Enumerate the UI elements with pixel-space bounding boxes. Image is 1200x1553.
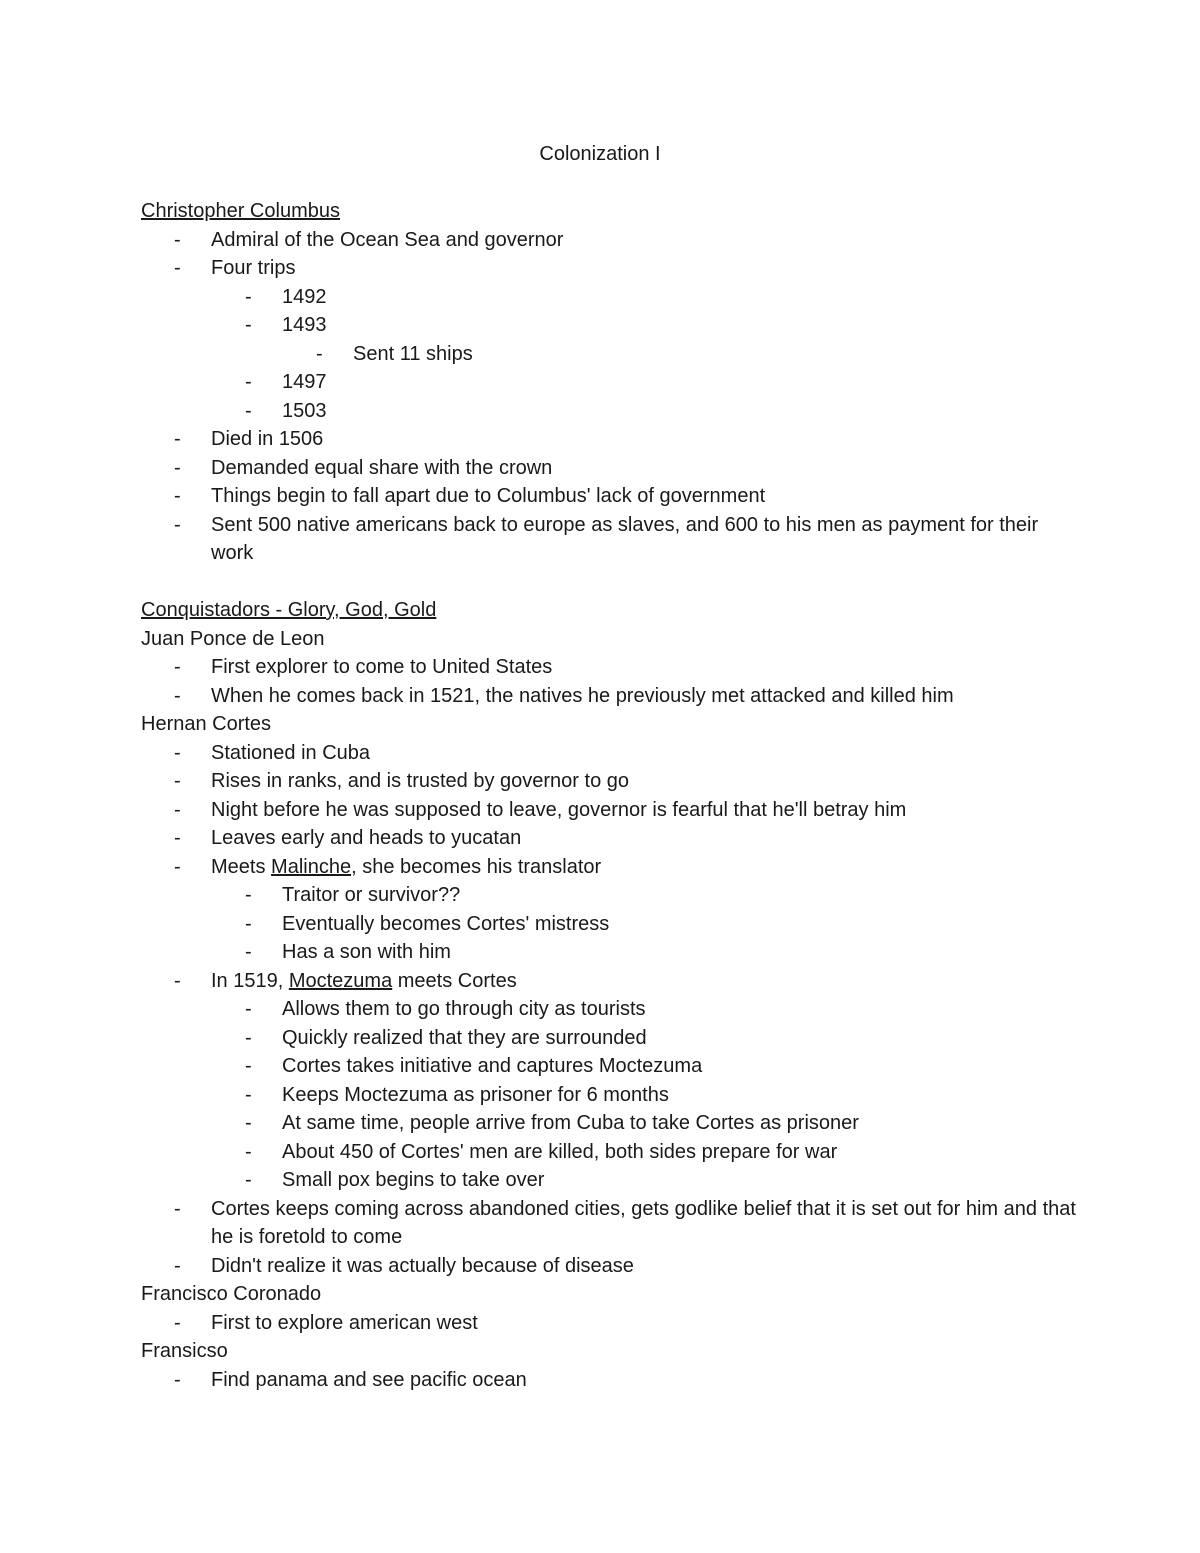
list-item	[141, 368, 1081, 397]
person-name-ponce: Juan Ponce de Leon	[141, 627, 325, 650]
list-item-text: Night before he was supposed to leave, governor is fearful that he'll betray him	[211, 798, 907, 821]
bullet-dash: -	[174, 428, 181, 450]
bullet-dash: -	[245, 285, 252, 308]
list-item-text: Admiral of the Ocean Sea and governor	[211, 228, 564, 251]
list-item-text-suffix: , she becomes his translator	[351, 855, 602, 878]
list-item	[141, 511, 1081, 568]
list-item-text: At same time, people arrive from Cuba to take Cortes as prisoner	[282, 1112, 859, 1134]
list-item-text: 1497	[282, 371, 327, 393]
list-item-text: First to explore american west	[211, 1311, 478, 1334]
bullet-dash: -	[174, 827, 181, 849]
bullet-dash: -	[245, 998, 252, 1020]
list-item	[141, 824, 1081, 853]
list-item-text: Find panama and see pacific ocean	[211, 1368, 527, 1391]
bullet-dash: -	[174, 656, 181, 678]
bullet-dash: -	[174, 456, 181, 479]
list-item-text: Eventually becomes Cortes' mistress	[282, 912, 610, 935]
list-item-text: Demanded equal share with the crown	[211, 456, 553, 479]
document-body	[141, 197, 1081, 1394]
bullet-dash: -	[245, 1083, 252, 1106]
bullet-dash: -	[174, 1197, 181, 1220]
list-item	[141, 853, 1081, 882]
list-item-text: Sent 500 native americans back to europe as slaves, and 600 to his men as payment for their work	[211, 513, 1039, 564]
bullet-dash: -	[174, 798, 181, 821]
paragraph-gap	[141, 568, 1081, 597]
list-item	[141, 967, 1081, 996]
bullet-dash: -	[245, 1055, 252, 1077]
list-item	[141, 1052, 1081, 1081]
bullet-dash: -	[174, 741, 181, 764]
list-item	[141, 1366, 1081, 1395]
list-item	[141, 1109, 1081, 1138]
list-item	[141, 881, 1081, 910]
list-item	[141, 454, 1081, 483]
list-item	[141, 1081, 1081, 1110]
list-item	[141, 995, 1081, 1024]
list-item-text: When he comes back in 1521, the natives he previously met attacked and killed him	[211, 684, 954, 707]
list-item	[141, 767, 1081, 796]
document-title: Colonization I	[539, 143, 661, 165]
bullet-dash: -	[245, 1112, 252, 1134]
list-item-text: Traitor or survivor??	[282, 884, 461, 906]
list-item	[141, 226, 1081, 255]
bullet-dash: -	[245, 371, 252, 393]
list-item-text: Has a son with him	[282, 941, 451, 963]
list-item-text-prefix: Meets	[211, 855, 272, 878]
bullet-dash: -	[174, 684, 181, 707]
list-item-text: Four trips	[211, 257, 296, 279]
list-item-text: Things begin to fall apart due to Columbus' lack of government	[211, 485, 766, 507]
bullet-dash: -	[245, 1026, 252, 1049]
bullet-dash: -	[174, 485, 181, 507]
list-item	[141, 653, 1081, 682]
bullet-dash: -	[245, 1140, 252, 1163]
list-item-text: Died in 1506	[211, 428, 324, 450]
list-item-text: Didn't realize it was actually because of disease	[211, 1254, 634, 1277]
bullet-dash: -	[245, 884, 252, 906]
list-item	[141, 425, 1081, 454]
list-item	[141, 682, 1081, 711]
bullet-dash: -	[174, 969, 181, 992]
underlined-name-malinche: Malinche	[271, 855, 352, 878]
bullet-dash: -	[174, 1368, 181, 1391]
bullet-dash: -	[245, 1169, 252, 1191]
list-item-text: First explorer to come to United States	[211, 656, 553, 678]
list-item-text: Sent 11 ships	[353, 342, 473, 365]
list-item	[141, 1252, 1081, 1281]
list-item-text: Cortes takes initiative and captures Moctezuma	[282, 1055, 703, 1077]
bullet-dash: -	[174, 770, 181, 792]
bullet-dash: -	[174, 855, 181, 878]
list-item-text	[211, 967, 1081, 996]
list-item	[141, 340, 1081, 369]
list-item	[141, 1195, 1081, 1252]
bullet-dash: -	[245, 941, 252, 963]
list-item-text: Leaves early and heads to yucatan	[211, 827, 522, 849]
person-name-coronado: Francisco Coronado	[141, 1283, 322, 1305]
list-item-text: Small pox begins to take over	[282, 1169, 545, 1191]
bullet-dash: -	[245, 314, 252, 336]
list-item-text: Allows them to go through city as tourists	[282, 998, 646, 1020]
list-item	[141, 397, 1081, 426]
underlined-name-moctezuma: Moctezuma	[288, 969, 393, 992]
list-item	[141, 938, 1081, 967]
list-item-text	[211, 853, 1081, 882]
list-item	[141, 910, 1081, 939]
list-item-text: Quickly realized that they are surrounded	[282, 1026, 647, 1049]
bullet-dash: -	[245, 912, 252, 935]
bullet-dash: -	[174, 257, 181, 279]
list-item	[141, 1309, 1081, 1338]
list-item-text: 1492	[282, 285, 327, 308]
list-item-text: Keeps Moctezuma as prisoner for 6 months	[282, 1083, 669, 1106]
list-item	[141, 1024, 1081, 1053]
person-name-cortes: Hernan Cortes	[141, 713, 272, 735]
list-item	[141, 1138, 1081, 1167]
list-item-text-suffix: meets Cortes	[392, 969, 517, 992]
list-item-text: 1503	[282, 399, 327, 422]
section-heading-conquistadors: Conquistadors - Glory, God, Gold	[141, 599, 437, 621]
list-item-text-prefix: In 1519,	[211, 969, 289, 992]
list-item	[141, 796, 1081, 825]
list-item	[141, 739, 1081, 768]
bullet-dash: -	[174, 1254, 181, 1277]
list-item-text: Cortes keeps coming across abandoned cities, gets godlike belief that it is set out for him and that he is foretold to come	[211, 1197, 1076, 1248]
list-item-text: Stationed in Cuba	[211, 741, 371, 764]
list-item	[141, 482, 1081, 511]
list-item	[141, 283, 1081, 312]
bullet-dash: -	[174, 228, 181, 251]
bullet-dash: -	[245, 399, 252, 422]
list-item	[141, 311, 1081, 340]
section-heading-columbus: Christopher Columbus	[141, 200, 340, 222]
bullet-dash: -	[174, 513, 181, 536]
person-name-fransicso: Fransicso	[141, 1340, 228, 1362]
bullet-dash: -	[316, 342, 323, 365]
list-item-text: Rises in ranks, and is trusted by governor to go	[211, 770, 629, 792]
bullet-dash: -	[174, 1311, 181, 1334]
list-item	[141, 1166, 1081, 1195]
list-item-text: 1493	[282, 314, 327, 336]
list-item-text: About 450 of Cortes' men are killed, both sides prepare for war	[282, 1140, 838, 1163]
list-item	[141, 254, 1081, 283]
